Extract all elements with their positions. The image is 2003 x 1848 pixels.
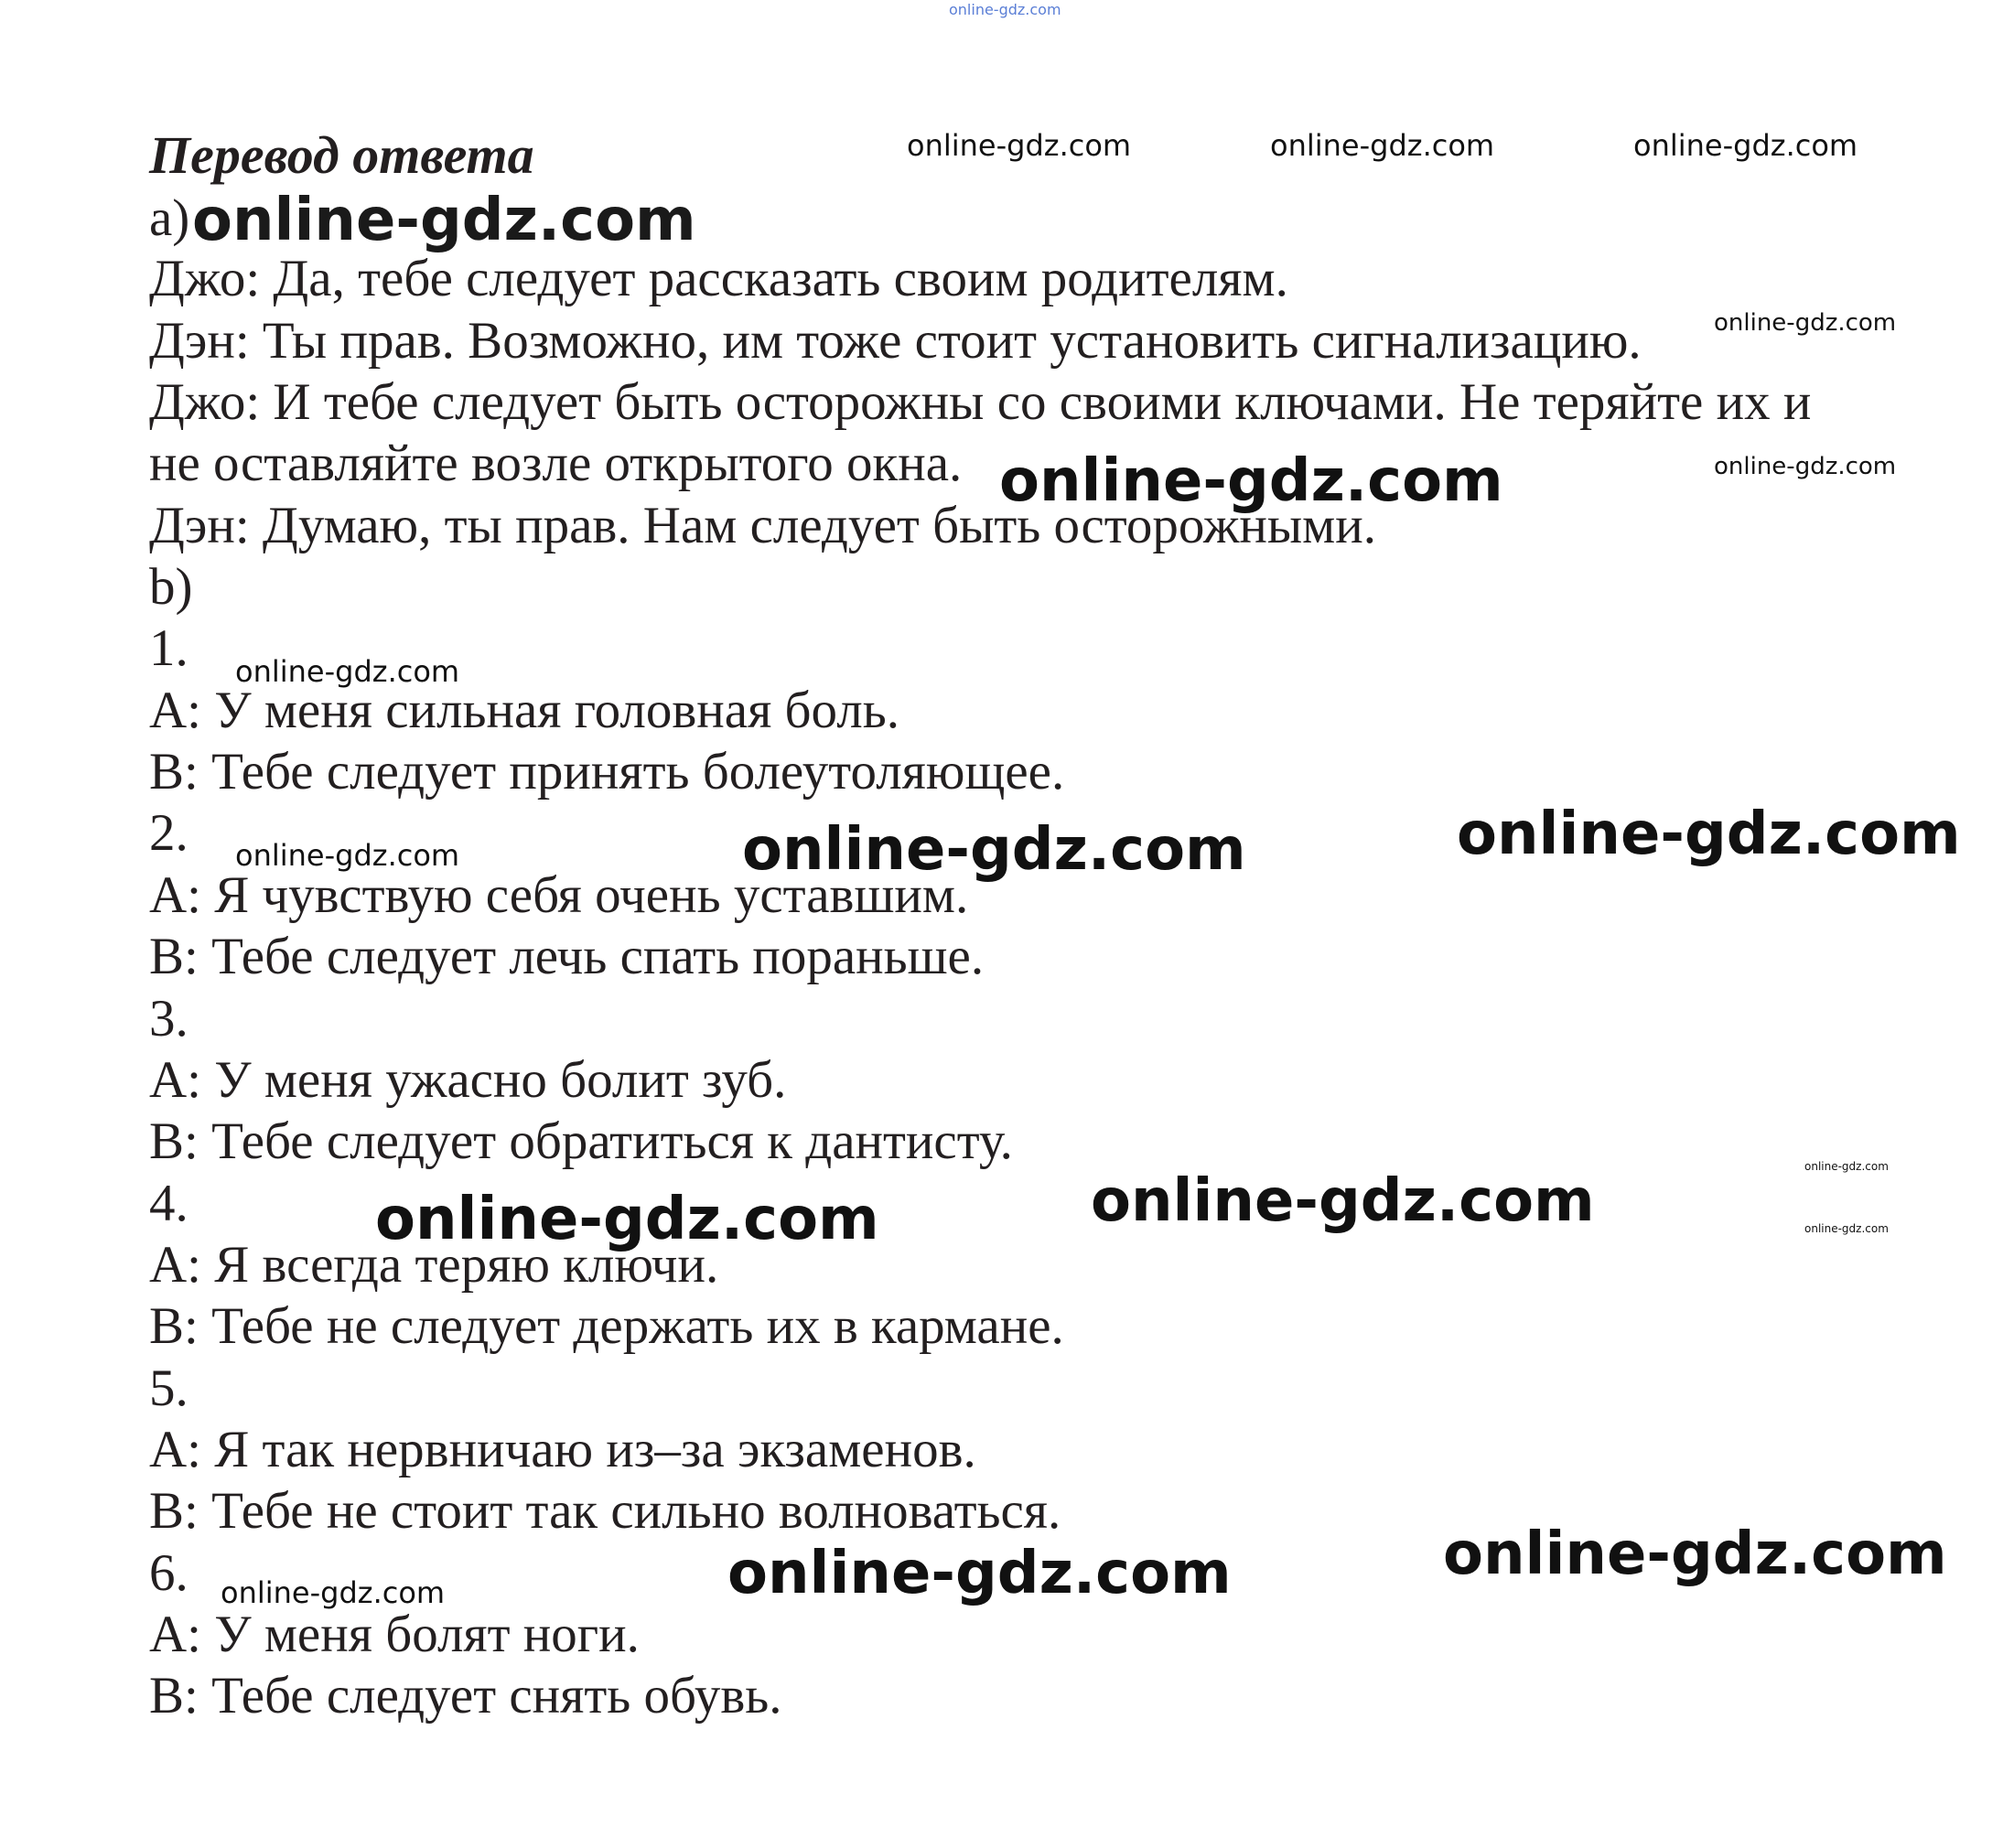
watermark: online-gdz.com (235, 654, 460, 689)
watermark: online-gdz.com (1714, 309, 1897, 337)
watermark-tiny: online-gdz.com (1804, 1160, 1889, 1173)
section-a-label: a) (149, 189, 190, 247)
item-line-a: А: Я чувствую себя очень уставшим. (149, 866, 969, 924)
item-line-a: А: У меня болят ноги. (149, 1606, 640, 1663)
watermark: online-gdz.com (221, 1575, 446, 1610)
item-line-b: В: Тебе следует лечь спать пораньше. (149, 928, 985, 985)
watermark-large: online-gdz.com (727, 1540, 1232, 1607)
watermark: online-gdz.com (1633, 128, 1858, 163)
dialogue-line: Дэн: Ты прав. Возможно, им тоже стоит установить сигнализацию. (149, 312, 1642, 370)
dialogue-line: Джо: И тебе следует быть осторожны со своими ключами. Не теряйте их и (149, 373, 1812, 431)
item-line-b: В: Тебе следует снять обувь. (149, 1667, 782, 1724)
watermark-top: online-gdz.com (949, 1, 1061, 18)
watermark-large: online-gdz.com (1443, 1520, 1947, 1588)
watermark: online-gdz.com (1714, 453, 1897, 480)
watermark-large: online-gdz.com (999, 447, 1503, 515)
dialogue-line: не оставляйте возле открытого окна. (149, 435, 963, 492)
watermark: online-gdz.com (235, 838, 460, 873)
dialogue-line: Джо: Да, тебе следует рассказать своим родителям. (149, 250, 1288, 307)
item-line-b: В: Тебе не следует держать их в кармане. (149, 1297, 1064, 1355)
item-line-b: В: Тебе не стоит так сильно волноваться. (149, 1482, 1061, 1540)
dialogue-line: Дэн: Думаю, ты прав. Нам следует быть осторожными. (149, 497, 1377, 554)
watermark-large: online-gdz.com (1091, 1167, 1595, 1235)
item-line-a: А: Я так нервничаю из–за экзаменов. (149, 1421, 976, 1478)
watermark-large: online-gdz.com (192, 187, 696, 254)
watermark-tiny: online-gdz.com (1804, 1222, 1889, 1235)
watermark: online-gdz.com (907, 128, 1132, 163)
item-number: 5. (149, 1359, 188, 1417)
item-number: 6. (149, 1544, 188, 1602)
item-line-a: А: Я всегда теряю ключи. (149, 1236, 719, 1294)
page-title: Перевод ответа (149, 125, 534, 185)
item-number: 1. (149, 619, 188, 677)
watermark-large: online-gdz.com (742, 816, 1246, 884)
item-line-b: В: Тебе следует принять болеутоляющее. (149, 743, 1065, 800)
item-number: 4. (149, 1175, 188, 1232)
section-b-label: b) (149, 558, 193, 616)
watermark: online-gdz.com (1270, 128, 1495, 163)
item-number: 3. (149, 990, 188, 1048)
item-number: 2. (149, 804, 188, 862)
watermark-large: online-gdz.com (1457, 800, 1961, 868)
item-line-a: А: У меня сильная головная боль. (149, 682, 899, 739)
item-line-b: В: Тебе следует обратиться к дантисту. (149, 1112, 1013, 1170)
watermark-large: online-gdz.com (375, 1186, 879, 1253)
item-line-a: А: У меня ужасно болит зуб. (149, 1051, 787, 1109)
